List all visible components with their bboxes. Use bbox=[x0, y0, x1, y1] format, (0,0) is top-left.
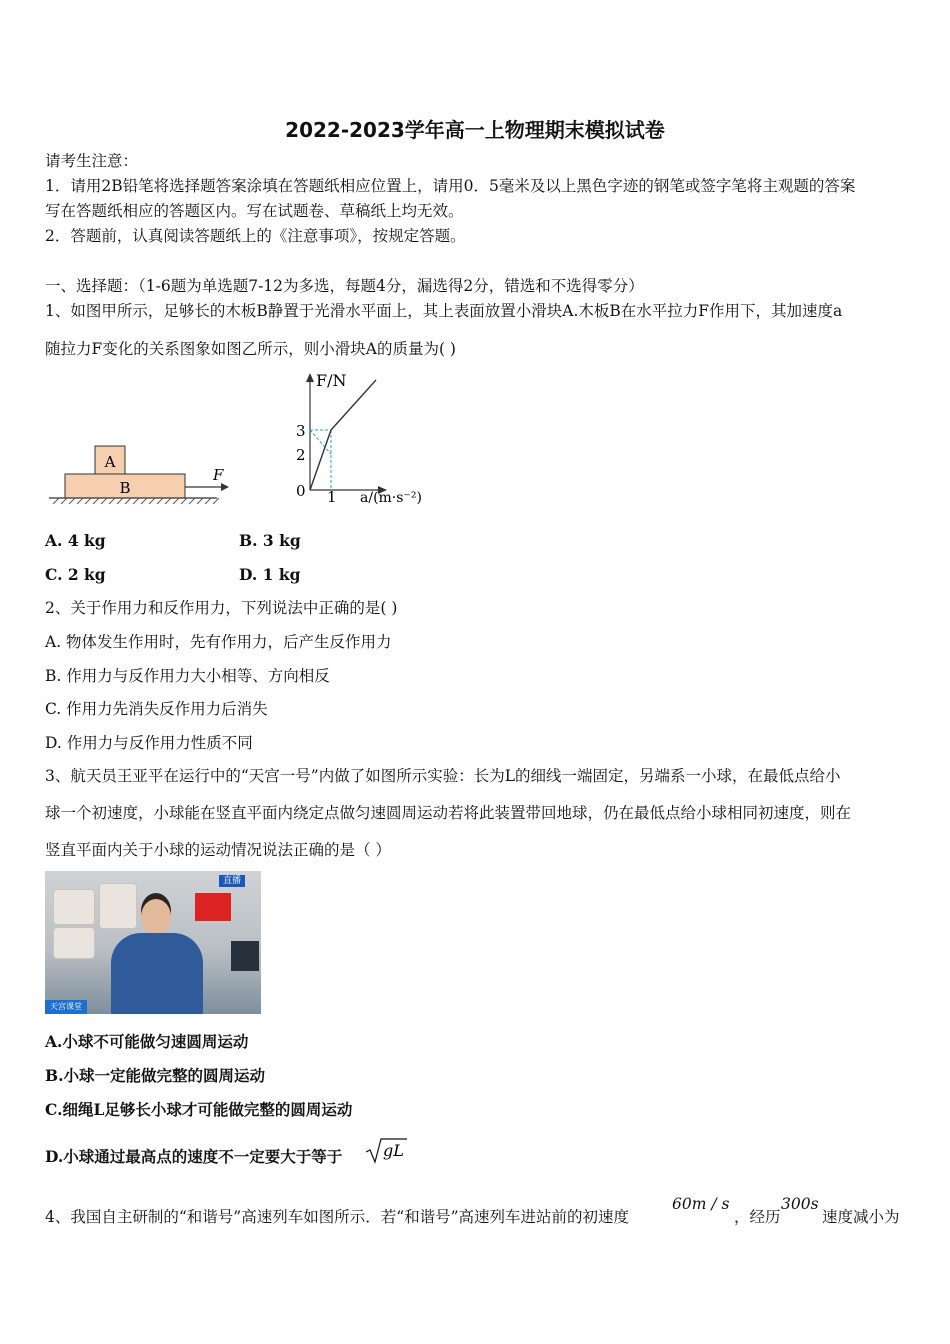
notice-line-1: 1．请用2B铅笔将选择题答案涂填在答题纸相应位置上，请用0．5毫米及以上黑色字迹的钢笔或签字笔将主观题的答案 bbox=[45, 177, 856, 195]
block-b-label: B bbox=[119, 479, 131, 497]
photo-panel bbox=[53, 889, 95, 925]
q2-option-b: B. 作用力与反作用力大小相等、方向相反 bbox=[45, 667, 330, 685]
guide-slope bbox=[310, 430, 331, 454]
force-arrowhead bbox=[221, 483, 229, 491]
q3-photo bbox=[45, 871, 261, 1014]
q4-text-2: ，经历 bbox=[734, 1208, 781, 1226]
tick-2: 2 bbox=[296, 446, 306, 464]
sqrt-formula bbox=[364, 1136, 408, 1164]
q1-option-b: B. 3 kg bbox=[239, 531, 301, 550]
q2-stem: 2、关于作用力和反作用力，下列说法中正确的是( ) bbox=[45, 599, 398, 617]
q2-option-d: D. 作用力与反作用力性质不同 bbox=[45, 734, 253, 752]
q3-stem-line-2: 球一个初速度，小球能在竖直平面内绕定点做匀速圆周运动若将此装置带回地球，仍在最低点给小球相同初速度，则在 bbox=[45, 804, 852, 822]
tick-0: 0 bbox=[296, 482, 306, 500]
q3-option-c: C.细绳L足够长小球才可能做完整的圆周运动 bbox=[45, 1100, 353, 1119]
q2-option-a: A. 物体发生作用时，先有作用力，后产生反作用力 bbox=[45, 633, 392, 651]
q1-graph bbox=[290, 368, 440, 508]
tick-1: 1 bbox=[327, 488, 337, 506]
notice-line-3: 2．答题前，认真阅读答题纸上的《注意事项》，按规定答题。 bbox=[45, 227, 466, 245]
graph-segment-1 bbox=[310, 430, 331, 490]
flag bbox=[195, 893, 231, 921]
q1-block-figure bbox=[45, 440, 235, 510]
q4-time: 300s bbox=[781, 1195, 819, 1213]
force-label: F bbox=[213, 466, 224, 484]
q2-option-c: C. 作用力先消失反作用力后消失 bbox=[45, 700, 268, 718]
q1-option-c: C. 2 kg bbox=[45, 565, 106, 584]
tick-3: 3 bbox=[296, 422, 306, 440]
q1-option-a: A. 4 kg bbox=[45, 531, 106, 550]
astronaut-suit bbox=[111, 933, 203, 1014]
q1-stem-line-1: 1、如图甲所示，足够长的木板B静置于光滑水平面上，其上表面放置小滑块A.木板B在水平拉力F作用下，其加速度a bbox=[45, 302, 843, 320]
q3-option-a: A.小球不可能做匀速圆周运动 bbox=[45, 1032, 249, 1051]
x-axis-label: a/(m·s⁻²) bbox=[360, 490, 422, 506]
y-axis-arrow bbox=[306, 373, 314, 382]
q4-initial-speed: 60m / s bbox=[672, 1195, 730, 1213]
photo-tag: 天宫课堂 bbox=[45, 1000, 87, 1014]
q4-text-3: 速度减小为 bbox=[822, 1208, 900, 1226]
live-badge: 直播 bbox=[219, 875, 245, 887]
q1-stem-line-2: 随拉力F变化的关系图象如图乙所示，则小滑块A的质量为( ) bbox=[45, 340, 456, 358]
q3-option-d: D.小球通过最高点的速度不一定要大于等于 bbox=[45, 1147, 343, 1166]
y-axis-label: F/N bbox=[316, 371, 347, 390]
ground-hatching bbox=[53, 498, 219, 504]
block-a-label: A bbox=[104, 453, 116, 471]
q4-text-1: 4、我国自主研制的“和谐号”高速列车如图所示．若“和谐号”高速列车进站前的初速度 bbox=[45, 1208, 630, 1226]
section-heading: 一、选择题：（1-6题为单选题7-12为多选，每题4分，漏选得2分，错选和不选得零分） bbox=[45, 277, 644, 295]
astronaut-head bbox=[141, 899, 171, 935]
notice-line-2: 写在答题纸相应的答题区内。写在试题卷、草稿纸上均无效。 bbox=[45, 202, 464, 220]
q1-option-d: D. 1 kg bbox=[239, 565, 301, 584]
notice-heading: 请考生注意： bbox=[45, 152, 139, 170]
photo-panel bbox=[53, 927, 95, 959]
photo-screen bbox=[231, 941, 259, 971]
page-title: 2022-2023学年高一上物理期末模拟试卷 bbox=[285, 118, 665, 142]
q3-option-b: B.小球一定能做完整的圆周运动 bbox=[45, 1066, 265, 1085]
q3-stem-line-1: 3、航天员王亚平在运行中的“天宫一号”内做了如图所示实验：长为L的细线一端固定，另端系一小球，在最低点给小 bbox=[45, 767, 841, 785]
q3-stem-line-3: 竖直平面内关于小球的运动情况说法正确的是（ ） bbox=[45, 841, 391, 859]
sqrt-body: gL bbox=[383, 1141, 404, 1160]
photo-panel bbox=[99, 883, 137, 929]
